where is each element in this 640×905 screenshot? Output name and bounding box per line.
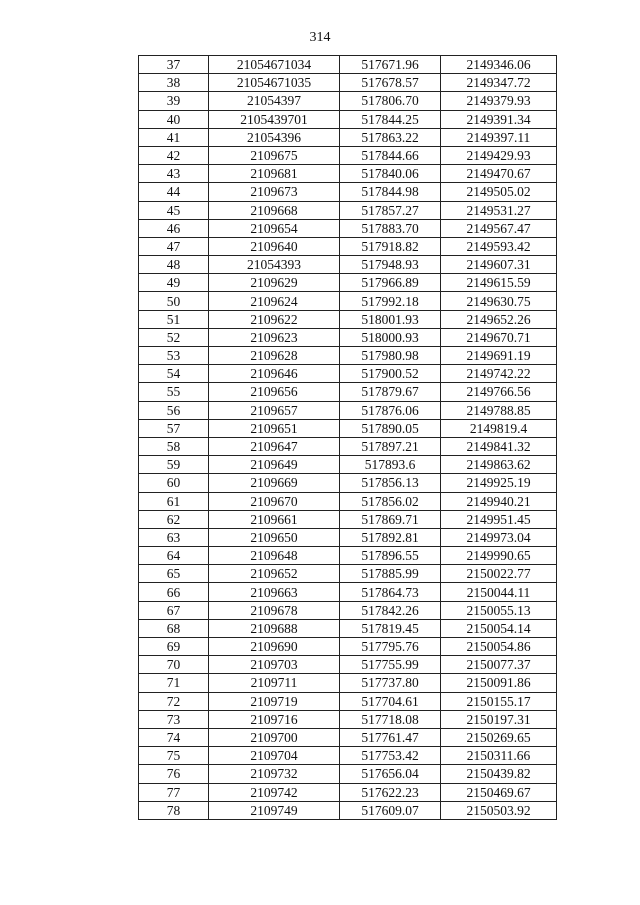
point-number-cell: 56 [139,401,209,419]
point-number-cell: 52 [139,328,209,346]
x-coordinate-cell: 517844.25 [340,110,441,128]
point-number-cell: 50 [139,292,209,310]
table-row [139,274,557,292]
table-body [139,56,557,820]
x-coordinate-cell: 517761.47 [340,728,441,746]
point-id-cell: 2109719 [209,692,340,710]
table-row [139,256,557,274]
point-id-cell: 2109704 [209,747,340,765]
point-id-cell: 2109623 [209,328,340,346]
point-number-cell: 40 [139,110,209,128]
x-coordinate-cell: 517864.73 [340,583,441,601]
y-coordinate-cell: 2149990.65 [441,547,557,565]
point-id-cell: 2109703 [209,656,340,674]
point-number-cell: 37 [139,56,209,74]
point-number-cell: 77 [139,783,209,801]
x-coordinate-cell: 517795.76 [340,638,441,656]
coordinates-table [138,55,557,820]
y-coordinate-cell: 2149379.93 [441,92,557,110]
table-row [139,765,557,783]
table-row [139,419,557,437]
point-id-cell: 2109646 [209,365,340,383]
point-id-cell: 2109628 [209,347,340,365]
x-coordinate-cell: 517844.98 [340,183,441,201]
point-number-cell: 62 [139,510,209,528]
point-id-cell: 21054393 [209,256,340,274]
point-id-cell: 21054671035 [209,74,340,92]
table-row [139,692,557,710]
point-number-cell: 66 [139,583,209,601]
point-number-cell: 72 [139,692,209,710]
x-coordinate-cell: 518001.93 [340,310,441,328]
y-coordinate-cell: 2149397.11 [441,128,557,146]
table-row [139,347,557,365]
point-number-cell: 47 [139,237,209,255]
x-coordinate-cell: 517844.66 [340,146,441,164]
x-coordinate-cell: 517856.02 [340,492,441,510]
point-id-cell: 21054671034 [209,56,340,74]
y-coordinate-cell: 2150044.11 [441,583,557,601]
x-coordinate-cell: 517869.71 [340,510,441,528]
y-coordinate-cell: 2149652.26 [441,310,557,328]
point-id-cell: 2109690 [209,638,340,656]
point-id-cell: 2109629 [209,274,340,292]
y-coordinate-cell: 2149391.34 [441,110,557,128]
x-coordinate-cell: 517842.26 [340,601,441,619]
x-coordinate-cell: 517856.13 [340,474,441,492]
x-coordinate-cell: 517806.70 [340,92,441,110]
table-row [139,601,557,619]
table-row [139,292,557,310]
point-number-cell: 75 [139,747,209,765]
x-coordinate-cell: 517622.23 [340,783,441,801]
table-row [139,619,557,637]
point-number-cell: 44 [139,183,209,201]
point-number-cell: 61 [139,492,209,510]
x-coordinate-cell: 517609.07 [340,801,441,819]
x-coordinate-cell: 517883.70 [340,219,441,237]
point-number-cell: 68 [139,619,209,637]
y-coordinate-cell: 2150269.65 [441,728,557,746]
table-row [139,674,557,692]
point-number-cell: 63 [139,528,209,546]
point-number-cell: 55 [139,383,209,401]
table-row [139,547,557,565]
point-number-cell: 39 [139,92,209,110]
point-id-cell: 21054397 [209,92,340,110]
x-coordinate-cell: 517896.55 [340,547,441,565]
y-coordinate-cell: 2149863.62 [441,456,557,474]
y-coordinate-cell: 2150155.17 [441,692,557,710]
table-row [139,401,557,419]
table-row [139,510,557,528]
x-coordinate-cell: 517992.18 [340,292,441,310]
point-number-cell: 45 [139,201,209,219]
table-row [139,165,557,183]
point-number-cell: 53 [139,347,209,365]
point-id-cell: 2109669 [209,474,340,492]
point-id-cell: 2109649 [209,456,340,474]
y-coordinate-cell: 2149841.32 [441,437,557,455]
point-number-cell: 67 [139,601,209,619]
x-coordinate-cell: 517753.42 [340,747,441,765]
point-id-cell: 2109675 [209,146,340,164]
table-row [139,110,557,128]
point-number-cell: 78 [139,801,209,819]
point-id-cell: 2109647 [209,437,340,455]
y-coordinate-cell: 2149819.4 [441,419,557,437]
point-number-cell: 41 [139,128,209,146]
point-id-cell: 2109661 [209,510,340,528]
x-coordinate-cell: 517892.81 [340,528,441,546]
y-coordinate-cell: 2149607.31 [441,256,557,274]
table-row [139,474,557,492]
table-row [139,437,557,455]
table-row [139,328,557,346]
y-coordinate-cell: 2149925.19 [441,474,557,492]
point-id-cell: 2109700 [209,728,340,746]
y-coordinate-cell: 2149429.93 [441,146,557,164]
y-coordinate-cell: 2150054.14 [441,619,557,637]
point-number-cell: 74 [139,728,209,746]
x-coordinate-cell: 517704.61 [340,692,441,710]
point-number-cell: 69 [139,638,209,656]
y-coordinate-cell: 2149567.47 [441,219,557,237]
y-coordinate-cell: 2149766.56 [441,383,557,401]
x-coordinate-cell: 517885.99 [340,565,441,583]
y-coordinate-cell: 2149691.19 [441,347,557,365]
point-number-cell: 48 [139,256,209,274]
point-id-cell: 2109651 [209,419,340,437]
x-coordinate-cell: 517966.89 [340,274,441,292]
x-coordinate-cell: 517893.6 [340,456,441,474]
table-row [139,237,557,255]
point-number-cell: 38 [139,74,209,92]
x-coordinate-cell: 517863.22 [340,128,441,146]
table-row [139,783,557,801]
table-row [139,146,557,164]
y-coordinate-cell: 2150197.31 [441,710,557,728]
point-number-cell: 65 [139,565,209,583]
y-coordinate-cell: 2149670.71 [441,328,557,346]
x-coordinate-cell: 517879.67 [340,383,441,401]
y-coordinate-cell: 2149951.45 [441,510,557,528]
y-coordinate-cell: 2149346.06 [441,56,557,74]
point-id-cell: 2109652 [209,565,340,583]
point-id-cell: 2109732 [209,765,340,783]
point-number-cell: 46 [139,219,209,237]
point-number-cell: 60 [139,474,209,492]
x-coordinate-cell: 517755.99 [340,656,441,674]
y-coordinate-cell: 2150503.92 [441,801,557,819]
point-id-cell: 2109711 [209,674,340,692]
x-coordinate-cell: 517890.05 [340,419,441,437]
point-id-cell: 2105439701 [209,110,340,128]
x-coordinate-cell: 517876.06 [340,401,441,419]
table-row [139,710,557,728]
table-row [139,383,557,401]
table-row [139,310,557,328]
point-number-cell: 43 [139,165,209,183]
point-id-cell: 2109622 [209,310,340,328]
point-id-cell: 2109650 [209,528,340,546]
y-coordinate-cell: 2150469.67 [441,783,557,801]
x-coordinate-cell: 517678.57 [340,74,441,92]
table-row [139,583,557,601]
y-coordinate-cell: 2149973.04 [441,528,557,546]
point-number-cell: 58 [139,437,209,455]
point-id-cell: 2109670 [209,492,340,510]
x-coordinate-cell: 517819.45 [340,619,441,637]
point-id-cell: 2109749 [209,801,340,819]
table-row [139,528,557,546]
point-id-cell: 2109678 [209,601,340,619]
point-id-cell: 2109681 [209,165,340,183]
point-id-cell: 2109716 [209,710,340,728]
point-id-cell: 2109657 [209,401,340,419]
point-number-cell: 73 [139,710,209,728]
y-coordinate-cell: 2150022.77 [441,565,557,583]
table-row [139,201,557,219]
x-coordinate-cell: 517656.04 [340,765,441,783]
y-coordinate-cell: 2150055.13 [441,601,557,619]
point-id-cell: 2109688 [209,619,340,637]
point-id-cell: 2109624 [209,292,340,310]
point-number-cell: 76 [139,765,209,783]
x-coordinate-cell: 517900.52 [340,365,441,383]
table-row [139,801,557,819]
y-coordinate-cell: 2150077.37 [441,656,557,674]
y-coordinate-cell: 2149347.72 [441,74,557,92]
page-number: 314 [309,30,331,45]
x-coordinate-cell: 517948.93 [340,256,441,274]
y-coordinate-cell: 2150091.86 [441,674,557,692]
point-id-cell: 21054396 [209,128,340,146]
x-coordinate-cell: 517918.82 [340,237,441,255]
point-id-cell: 2109656 [209,383,340,401]
table-row [139,638,557,656]
y-coordinate-cell: 2149531.27 [441,201,557,219]
point-id-cell: 2109663 [209,583,340,601]
table-row [139,92,557,110]
point-id-cell: 2109640 [209,237,340,255]
x-coordinate-cell: 517980.98 [340,347,441,365]
point-number-cell: 71 [139,674,209,692]
y-coordinate-cell: 2149940.21 [441,492,557,510]
table-row [139,365,557,383]
x-coordinate-cell: 517857.27 [340,201,441,219]
y-coordinate-cell: 2149788.85 [441,401,557,419]
table-row [139,656,557,674]
x-coordinate-cell: 517718.08 [340,710,441,728]
y-coordinate-cell: 2149742.22 [441,365,557,383]
y-coordinate-cell: 2149593.42 [441,237,557,255]
table-row [139,183,557,201]
table-row [139,492,557,510]
table-row [139,128,557,146]
x-coordinate-cell: 517671.96 [340,56,441,74]
y-coordinate-cell: 2150439.82 [441,765,557,783]
point-number-cell: 49 [139,274,209,292]
x-coordinate-cell: 517840.06 [340,165,441,183]
table-row [139,565,557,583]
x-coordinate-cell: 518000.93 [340,328,441,346]
point-number-cell: 51 [139,310,209,328]
point-id-cell: 2109668 [209,201,340,219]
table-row [139,456,557,474]
y-coordinate-cell: 2149630.75 [441,292,557,310]
table-row [139,219,557,237]
point-id-cell: 2109648 [209,547,340,565]
table-row [139,56,557,74]
table-row [139,74,557,92]
point-number-cell: 64 [139,547,209,565]
y-coordinate-cell: 2149505.02 [441,183,557,201]
x-coordinate-cell: 517897.21 [340,437,441,455]
table-row [139,747,557,765]
y-coordinate-cell: 2149470.67 [441,165,557,183]
point-number-cell: 42 [139,146,209,164]
x-coordinate-cell: 517737.80 [340,674,441,692]
y-coordinate-cell: 2150311.66 [441,747,557,765]
point-number-cell: 57 [139,419,209,437]
point-id-cell: 2109654 [209,219,340,237]
y-coordinate-cell: 2150054.86 [441,638,557,656]
table-row [139,728,557,746]
point-id-cell: 2109742 [209,783,340,801]
point-number-cell: 70 [139,656,209,674]
point-number-cell: 54 [139,365,209,383]
y-coordinate-cell: 2149615.59 [441,274,557,292]
point-number-cell: 59 [139,456,209,474]
point-id-cell: 2109673 [209,183,340,201]
